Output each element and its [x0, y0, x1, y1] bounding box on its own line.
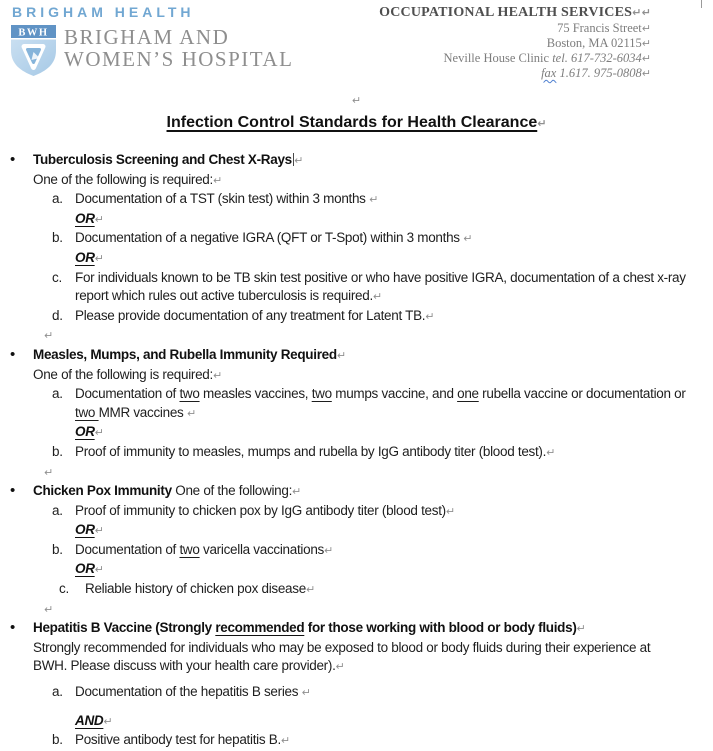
section-heading [10, 619, 707, 639]
line-break-mark: ↵ [103, 714, 113, 728]
text-segment: OR [75, 210, 95, 226]
bwh-shield-icon [10, 25, 57, 78]
text-segment: Proof of immunity to chicken pox by IgG antibody titer (blood test) [75, 502, 446, 518]
line-break-mark: ↵ [212, 173, 223, 187]
line-break-mark: ↵ [94, 212, 104, 226]
item-label: c. [52, 269, 62, 285]
item-label: b. [52, 541, 63, 557]
fax-line [379, 66, 651, 81]
item-label: b. [52, 443, 63, 459]
section-intro [33, 171, 707, 191]
item-text [75, 307, 707, 327]
line-break-mark: ↵ [335, 660, 345, 674]
empty-paragraph-mark [0, 92, 713, 109]
line-break-mark: ↵ [463, 232, 473, 246]
item-text [85, 580, 707, 600]
list-item [52, 229, 707, 249]
hospital-name [64, 26, 293, 70]
line-break-mark: ↵ [294, 154, 304, 167]
text-segment: Documentation of a TST (skin test) within 3 months [75, 191, 370, 207]
item-text [75, 190, 707, 210]
line-break-mark: ↵ [336, 348, 347, 362]
line-break-mark: ↵ [44, 602, 54, 616]
line-break-mark: ↵ [212, 368, 223, 382]
item-text [75, 443, 707, 463]
text-segment: measles vaccines, [199, 386, 312, 402]
text-segment: AND [75, 712, 104, 728]
item-text [75, 385, 707, 423]
text-segment: Positive antibody test for hepatitis B. [75, 732, 281, 748]
line-break-mark: ↵ [324, 543, 334, 557]
logic-connector [75, 712, 707, 732]
heading-text [33, 346, 707, 366]
item-label: a. [52, 386, 63, 402]
line-break-mark: ↵ [305, 583, 316, 597]
section-chicken-pox [10, 482, 707, 619]
text-segment: mumps vaccine, and [331, 386, 458, 402]
line-break-mark: ↵ [44, 465, 54, 479]
bullet-icon: • [10, 619, 15, 637]
line-break-mark: ↵ [372, 290, 383, 304]
section-tuberculosis [10, 151, 707, 346]
address-line-1 [379, 21, 651, 36]
section-intro [33, 639, 707, 677]
list-item [52, 385, 707, 423]
item-text [75, 541, 707, 561]
line-break-mark: ↵ [301, 686, 311, 700]
section-hepatitis-b [10, 619, 707, 751]
address-line-1-text: 75 Francis Street [557, 21, 642, 35]
text-segment: One of the following: [171, 483, 293, 499]
line-break-mark: ↵ [186, 406, 197, 420]
text-segment: MMR vaccines [98, 404, 187, 420]
clinic-name-text: Neville House Clinic [443, 51, 553, 65]
text-segment: Strongly recommended for individuals who may be exposed to blood or body fluids during their experience at [33, 639, 651, 655]
document-body [0, 151, 713, 751]
line-break-mark: ↵ [351, 94, 362, 107]
hospital-brand [10, 4, 293, 81]
contact-block [379, 4, 703, 81]
brigham-health-wordmark: BRIGHAM HEALTH [12, 4, 195, 20]
section-heading [10, 346, 707, 366]
list-item [52, 502, 707, 522]
line-break-mark: ↵ [425, 309, 435, 323]
text-segment: two [75, 404, 99, 420]
text-segment: Please provide documentation of any treatment for Latent TB. [75, 307, 426, 323]
list-item [52, 683, 707, 703]
line-break-mark: ↵ [445, 504, 456, 518]
text-segment: OR [75, 561, 95, 577]
text-segment: OR [75, 424, 95, 440]
item-label: a. [52, 684, 63, 700]
line-break-mark: ↵ [280, 734, 291, 748]
line-break-mark: ↵ [641, 37, 651, 50]
text-segment: Documentation of the hepatitis B series [75, 684, 302, 700]
logic-connector [75, 521, 707, 541]
text-segment: Hepatitis B Vaccine (Strongly [33, 620, 216, 636]
text-segment: For individuals known to be TB skin test positive or who have positive IGRA, documentation of a chest x-ray [75, 269, 686, 285]
line-break-mark: ↵ [576, 622, 586, 636]
text-segment: Chicken Pox Immunity [33, 483, 172, 499]
line-break-mark: ↵ [641, 67, 651, 80]
line-break-mark: ↵ [94, 426, 104, 440]
list-item [52, 269, 707, 307]
section-intro [33, 366, 707, 386]
list-item [52, 541, 707, 561]
item-text [75, 229, 707, 249]
text-segment: OR [75, 522, 95, 538]
address-line-2 [379, 36, 651, 51]
section-measles-mumps-rubella [10, 346, 707, 482]
line-break-mark: ↵ [537, 117, 547, 130]
item-text [75, 502, 707, 522]
item-label: a. [52, 191, 63, 207]
phone-line [379, 51, 651, 66]
logic-connector [75, 210, 707, 230]
fax-label-text: fax [541, 66, 557, 80]
text-segment: BWH. Please discuss with your health care provider). [33, 658, 336, 674]
line-break-mark: ↵ [546, 445, 556, 459]
text-segment: one [457, 386, 479, 402]
text-segment: Proof of immunity to measles, mumps and rubella by IgG antibody titer (blood test). [75, 443, 547, 459]
text-segment: One of the following is required: [33, 366, 213, 382]
hospital-name-line1: BRIGHAM AND [64, 25, 230, 49]
text-segment: report which rules out active tuberculosis is required. [75, 288, 373, 304]
line-break-mark: ↵ [44, 329, 54, 343]
bullet-icon: • [10, 482, 15, 500]
text-segment: Measles, Mumps, and Rubella Immunity Required [33, 346, 337, 362]
blank-line [44, 326, 707, 346]
text-segment: OR [75, 249, 95, 265]
heading-text [33, 151, 707, 171]
line-break-mark: ↵ [94, 524, 104, 538]
screen-edge-artifact [701, 0, 702, 8]
item-label: b. [52, 230, 63, 246]
document-header [0, 0, 713, 81]
text-segment: varicella vaccinations [199, 541, 324, 557]
logic-connector [75, 423, 707, 443]
department-title [379, 5, 651, 21]
page-title [0, 111, 713, 136]
list-item [52, 190, 707, 210]
logic-connector [75, 249, 707, 269]
item-label: a. [52, 502, 63, 518]
list-item [52, 731, 707, 751]
text-segment: for those working with blood or body fluids) [304, 620, 577, 636]
list-item [59, 580, 707, 600]
logic-connector [75, 560, 707, 580]
text-segment: One of the following is required: [33, 171, 213, 187]
text-segment: two [179, 541, 200, 557]
item-label: b. [52, 732, 63, 748]
shield-monogram: BWH [18, 27, 49, 39]
phone-number-text: tel. 617-732-6034 [552, 51, 642, 65]
line-break-mark: ↵↵ [632, 6, 651, 19]
line-break-mark: ↵ [641, 22, 651, 35]
text-segment: Documentation of [75, 541, 180, 557]
text-segment: Documentation of a negative IGRA (QFT or T-Spot) within 3 months [75, 230, 464, 246]
text-segment: Tuberculosis Screening and Chest X-Rays [33, 152, 292, 167]
item-text [75, 269, 707, 307]
bullet-icon: • [10, 151, 15, 168]
line-break-mark: ↵ [94, 251, 104, 265]
fax-number-text: 1.617. 975-0808 [556, 66, 642, 80]
text-segment: rubella vaccine or documentation or [478, 386, 686, 402]
blank-line [44, 463, 707, 483]
item-label: d. [52, 307, 63, 323]
page-title-text: Infection Control Standards for Health Clearance [166, 114, 538, 131]
line-break-mark: ↵ [369, 193, 379, 207]
item-text [75, 683, 707, 703]
hospital-name-line2: WOMEN’S HOSPITAL [64, 47, 294, 71]
address-line-2-text: Boston, MA 02115 [546, 36, 642, 50]
department-title-text: OCCUPATIONAL HEALTH SERVICES [379, 5, 633, 20]
item-text [75, 731, 707, 751]
blank-line [44, 600, 707, 620]
line-break-mark: ↵ [292, 485, 302, 499]
text-segment: two [311, 386, 332, 402]
bullet-icon: • [10, 345, 15, 363]
list-item [52, 307, 707, 327]
section-heading [10, 151, 707, 171]
text-segment: recommended [215, 620, 305, 636]
item-label: c. [59, 581, 69, 597]
text-segment: Reliable history of chicken pox disease [85, 581, 306, 597]
section-heading [10, 482, 707, 502]
heading-text [33, 482, 707, 502]
text-segment: two [179, 386, 200, 402]
line-break-mark: ↵ [94, 563, 104, 577]
line-break-mark: ↵ [641, 52, 651, 65]
list-item [52, 443, 707, 463]
heading-text [33, 619, 707, 639]
text-segment: Documentation of [75, 386, 180, 402]
